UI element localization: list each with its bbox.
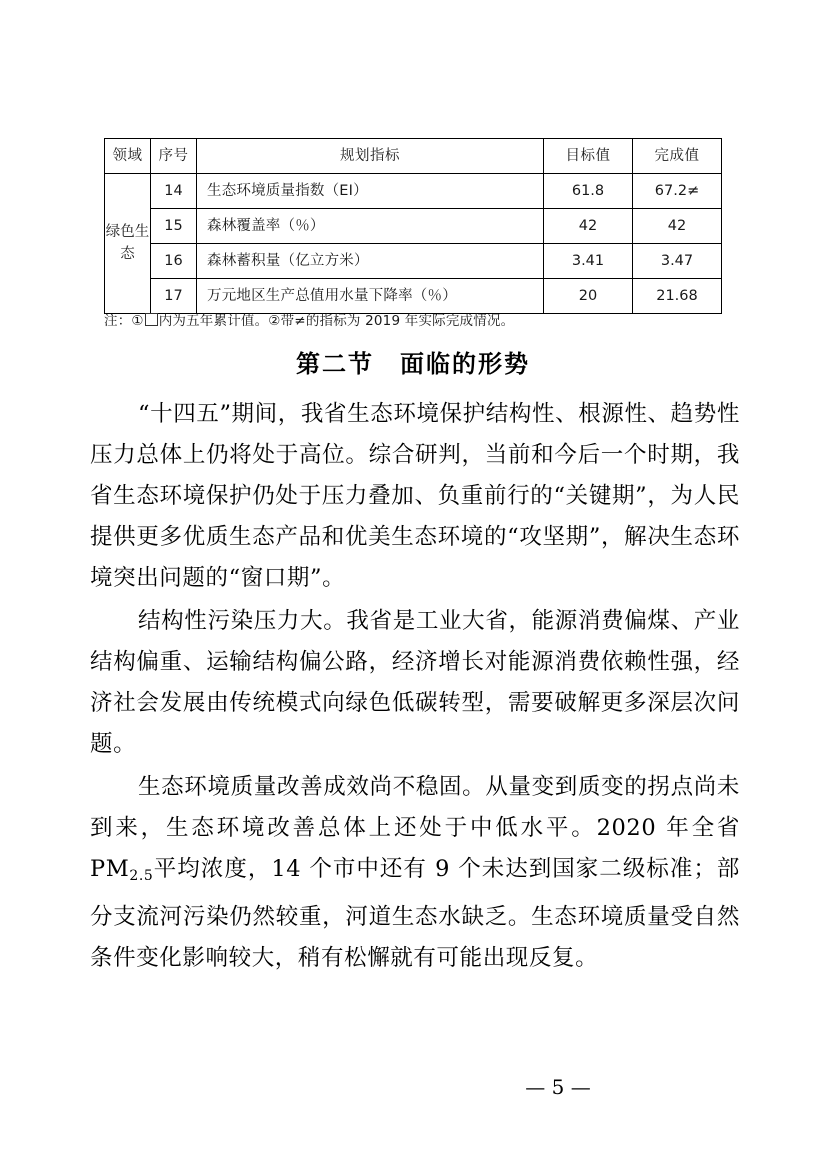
paragraph-3 xyxy=(90,767,740,979)
column-header-index: 序号 xyxy=(151,139,197,174)
column-header-actual: 完成值 xyxy=(633,139,722,174)
section-title: 面临的形势 xyxy=(400,350,530,378)
row-index: 14 xyxy=(151,174,197,209)
paragraph-2: 结构性污染压力大。我省是工业大省，能源消费偏煤、产业结构偏重、运输结构偏公路，经济增长对能源消费依赖性强，经济社会发展由传统模式向绿色低碳转型，需要破解更多深层次问题。 xyxy=(90,608,740,757)
table-row xyxy=(105,174,722,209)
row-indicator-name: 万元地区生产总值用水量下降率（％） xyxy=(197,279,544,314)
row-actual-value: 3.47 xyxy=(633,244,722,279)
table-row xyxy=(105,209,722,244)
table-row xyxy=(105,244,722,279)
paragraph-3-part2: 平均浓度，14 个市中还有 9 个未达到国家二级标准；部分支流河污染仍然较重，河道生态水缺乏。生态环境质量受自然条件变化影响较大，稍有松懈就有可能出现反复。 xyxy=(90,856,740,971)
paragraph-3-part1: 生态环境质量改善成效尚不稳固。从量变到质变的拐点尚未到来，生态环境改善总体上还处于中低水平。2020 年全省 PM xyxy=(90,774,740,882)
row-target-value: 42 xyxy=(544,209,633,244)
column-header-domain: 领域 xyxy=(105,139,151,174)
row-target-value: 20 xyxy=(544,279,633,314)
domain-group-label: 绿色生态 xyxy=(105,174,151,314)
table-footnote xyxy=(104,309,744,329)
footnote-prefix: 注：① xyxy=(104,313,144,329)
empty-box-icon xyxy=(145,313,158,326)
row-indicator-name: 生态环境质量指数（EI） xyxy=(197,174,544,209)
indicators-table-container xyxy=(104,138,722,314)
body-content xyxy=(90,394,740,981)
row-target-value: 61.8 xyxy=(544,174,633,209)
row-indicator-name: 森林覆盖率（％） xyxy=(197,209,544,244)
paragraph-1: “十四五”期间，我省生态环境保护结构性、根源性、趋势性压力总体上仍将处于高位。综合研判，当前和今后一个时期，我省生态环境保护仍处于压力叠加、负重前行的“关键期”，为人民提供更多优质生态产品和优美生态环境的“攻坚期”，解决生态环境突出问题的“窗口期”。 xyxy=(90,401,740,591)
footnote-text: 内为五年累计值。②带≠的指标为 2019 年实际完成情况。 xyxy=(158,313,515,329)
page-number: — 5 — xyxy=(525,1075,591,1099)
row-index: 17 xyxy=(151,279,197,314)
pm-subscript: 2.5 xyxy=(129,867,154,884)
row-actual-value: 42 xyxy=(633,209,722,244)
row-actual-value: 21.68 xyxy=(633,279,722,314)
row-index: 15 xyxy=(151,209,197,244)
section-label: 第二节 xyxy=(296,350,374,378)
column-header-target: 目标值 xyxy=(544,139,633,174)
table-header-row xyxy=(105,139,722,174)
column-header-indicator: 规划指标 xyxy=(197,139,544,174)
row-target-value: 3.41 xyxy=(544,244,633,279)
indicators-table xyxy=(104,138,722,314)
row-actual-value: 67.2≠ xyxy=(633,174,722,209)
row-indicator-name: 森林蓄积量（亿立方米） xyxy=(197,244,544,279)
row-index: 16 xyxy=(151,244,197,279)
section-heading xyxy=(0,344,826,379)
